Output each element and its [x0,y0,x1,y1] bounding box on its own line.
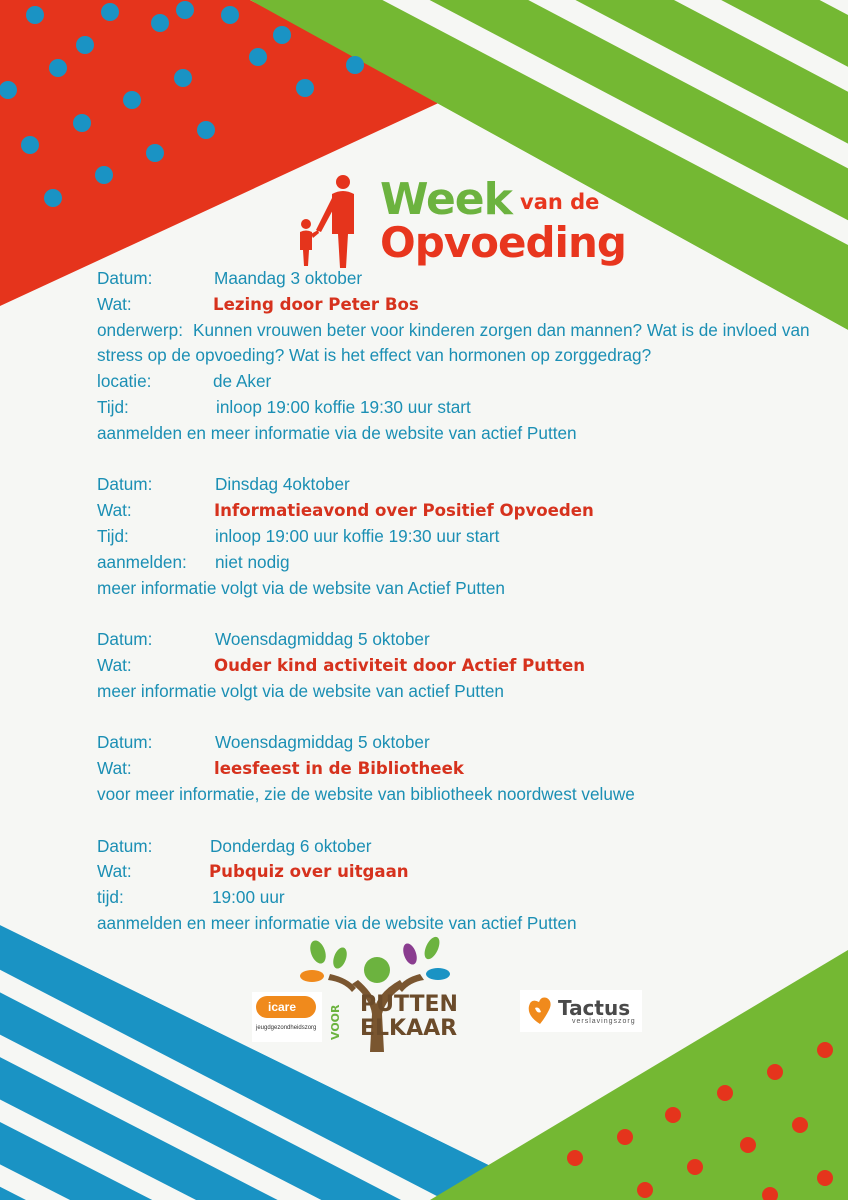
row-label: Wat: [97,654,132,675]
row-value: niet nodig [215,551,290,572]
row-value: inloop 19:00 uur koffie 19:30 uur start [215,525,500,546]
event-3 [97,627,837,704]
tactus-mark-icon [523,994,557,1028]
event-row [97,653,837,679]
event-list [97,266,837,963]
row-value: Donderdag 6 oktober [210,835,372,856]
row-label: Datum: [97,268,153,288]
event-footer: voor meer informatie, zie de website van bibliotheek noordwest veluwe [97,783,635,804]
event-row [97,292,837,318]
event-5 [97,834,837,937]
event-row [97,859,837,885]
event-footer: aanmelden en meer informatie via de website van actief Putten [97,912,577,933]
subject-text: Kunnen vrouwen beter voor kinderen zorgen dan mannen? Wat is de invloed van stress op de opvoeding? Wat is het effect van hormonen op zorggedrag? [97,319,810,366]
row-label: Wat: [97,293,132,314]
row-value: inloop 19:00 koffie 19:30 uur start [216,396,471,417]
event-2 [97,472,837,601]
event-row [97,524,837,550]
green-corner-shape [430,950,848,1200]
row-label: Tijd: [97,525,129,546]
row-label: Datum: [97,732,153,753]
event-title: Pubquiz over uitgaan [209,862,409,882]
row-label: locatie: [97,371,152,392]
event-row [97,885,837,911]
row-label: Datum: [97,835,153,856]
event-title: leesfeest in de Bibliotheek [214,759,464,779]
row-label: Wat: [97,758,132,779]
tactus-name: Tactus [558,996,631,1020]
row-label: Wat: [97,500,132,521]
event-footer: aanmelden en meer informatie via de website van actief Putten [97,422,577,443]
event-row [97,369,837,395]
event-row [97,266,837,292]
event-row [97,756,837,782]
event-title: Lezing door Peter Bos [213,294,419,314]
icare-subtitle: jeugdgezondheidszorg [256,1025,317,1031]
event-row [97,498,837,524]
blue-stripes-bottom [0,925,560,1200]
row-value: 19:00 uur [212,887,285,908]
event-row [97,834,837,860]
row-label: Datum: [97,474,153,495]
event-footer: meer informatie volgt via de website van Actief Putten [97,577,505,598]
event-row [97,550,837,576]
event-row [97,472,837,498]
logo-word-van-de: van de [520,190,600,214]
elkaar-word: ELKAAR [360,1016,458,1041]
subject-label: onderwerp: [97,319,183,340]
parent-child-icon [288,172,378,272]
tactus-subtitle: verslavingszorg [572,1018,636,1025]
row-label: tijd: [97,887,124,908]
row-value: Dinsdag 4oktober [215,474,350,495]
event-row [97,395,837,421]
week-van-de-opvoeding-logo [288,172,626,272]
event-title: Informatieavond over Positief Opvoeden [214,501,594,521]
row-value: Maandag 3 oktober [214,268,363,288]
icare-badge: icare [256,996,316,1018]
row-value: Woensdagmiddag 5 oktober [215,629,430,650]
row-label: Tijd: [97,396,129,417]
row-value: Woensdagmiddag 5 oktober [215,732,430,753]
tactus-logo [520,990,642,1032]
event-1 [97,266,837,447]
event-title: Ouder kind activiteit door Actief Putten [214,655,586,675]
event-row [97,627,837,653]
row-label: Datum: [97,629,153,650]
row-label: aanmelden: [97,551,187,572]
event-subject [97,318,837,370]
putten-word: PUTTEN [360,992,458,1017]
row-label: Wat: [97,861,132,882]
logo-word-week: Week [380,174,512,225]
logo-word-opvoeding: Opvoeding [380,218,626,267]
voor-word: VOOR [329,1004,342,1040]
event-row [97,730,837,756]
event-4 [97,730,837,807]
event-footer: meer informatie volgt via de website van actief Putten [97,680,504,701]
row-value: de Aker [213,371,272,392]
